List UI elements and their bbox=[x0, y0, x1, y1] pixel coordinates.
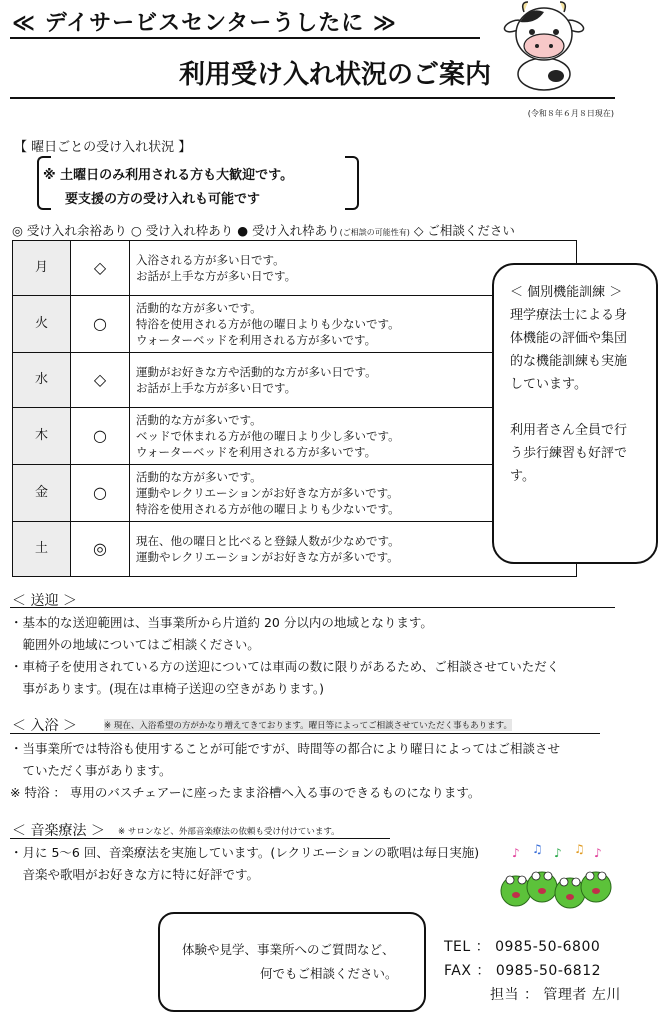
desc-line: ウォーターベッドを利用される方が多いです。 bbox=[136, 445, 377, 459]
desc-line: 活動的な方が多いです。 bbox=[136, 413, 262, 427]
training-line: しています。 bbox=[510, 377, 587, 392]
notice-box bbox=[37, 156, 359, 208]
phone-number: TEL ： 0985-50-6800 bbox=[444, 939, 601, 955]
training-line: う歩行練習も好評で bbox=[510, 446, 628, 461]
inquiry-box bbox=[158, 912, 426, 1012]
desc-line: 運動やレクリエーションがお好きな方が多いです。 bbox=[136, 486, 399, 500]
title-rule bbox=[10, 97, 615, 99]
fax-number: FAX ： 0985-50-6812 bbox=[444, 963, 602, 979]
desc-line: 入浴される方が多い日です。 bbox=[136, 253, 285, 267]
transport-line: 事があります。(現在は車椅子送迎の空きがあります。) bbox=[10, 681, 325, 696]
transport-text bbox=[10, 612, 559, 700]
music-line: 音楽や歌唱がお好きな方に特に好評です。 bbox=[10, 867, 260, 882]
transport-line: ・車椅子を使用されている方の送迎については車両の数に限りがあるため、ご相談させていただく bbox=[10, 659, 560, 674]
availability-symbol: ◇ bbox=[71, 353, 130, 408]
bath-line: ていただく事があります。 bbox=[10, 763, 172, 778]
svg-text:♪: ♪ bbox=[512, 846, 520, 860]
training-line: 理学療法士による身 bbox=[510, 308, 628, 323]
desc-line: お話が上手な方が多い日です。 bbox=[136, 381, 297, 395]
bath-text bbox=[10, 738, 560, 804]
date-note: (令和８年６月８日現在) bbox=[527, 109, 614, 118]
day-cell: 火 bbox=[13, 296, 71, 353]
desc-line: 運動やレクリエーションがお好きな方が多いです。 bbox=[136, 550, 399, 564]
individual-training-box bbox=[492, 263, 658, 564]
desc-line: 活動的な方が多いです。 bbox=[136, 470, 262, 484]
transport-heading: ＜ 送迎 ＞ bbox=[12, 593, 77, 609]
training-line: す。 bbox=[510, 469, 535, 484]
transport-rule bbox=[10, 607, 615, 608]
music-rule bbox=[10, 838, 390, 839]
availability-legend bbox=[12, 221, 515, 239]
music-line: ・月に 5～6 回、音楽療法を実施しています。(レクリエーションの歌唱は毎日実施) bbox=[10, 845, 480, 860]
notice-support: 要支援の方の受け入れも可能です bbox=[65, 192, 261, 207]
training-line: 的な機能訓練も実施 bbox=[510, 354, 628, 369]
bath-note: ※ 現在、入浴希望の方がかなり増えてきております。曜日等によってご相談させていただく事もあります。 bbox=[104, 721, 512, 731]
desc-line: ベッドで休まれる方が他の曜日より少し多いです。 bbox=[136, 429, 400, 443]
header-underline bbox=[10, 37, 480, 39]
inquiry-line-2: 何でもご相談ください。 bbox=[260, 966, 398, 981]
bracket-right bbox=[345, 156, 359, 210]
legend-consult: ◇ ご相談ください bbox=[409, 223, 515, 238]
contact-info bbox=[444, 935, 621, 1007]
training-line: 体機能の評価や集団 bbox=[510, 331, 628, 346]
cow-illustration bbox=[500, 0, 588, 92]
availability-symbol: ○ bbox=[71, 408, 130, 465]
desc-line: お話が上手な方が多い日です。 bbox=[136, 269, 297, 283]
legend-main: ◎ 受け入れ余裕あり ○ 受け入れ枠あり ● 受け入れ枠あり bbox=[12, 223, 340, 238]
availability-symbol: ◇ bbox=[71, 241, 130, 296]
music-text bbox=[10, 842, 479, 886]
contact-person: 担当 ： 管理者 左川 bbox=[490, 987, 621, 1003]
svg-text:♪: ♪ bbox=[594, 846, 602, 860]
singing-frogs-illustration bbox=[490, 843, 622, 915]
desc-line: 活動的な方が多いです。 bbox=[136, 301, 262, 315]
bath-line: ※ 特浴 ： 専用のバスチェアーに座ったまま浴槽へ入る事のできるものになります。 bbox=[10, 785, 481, 800]
availability-symbol: ○ bbox=[71, 296, 130, 353]
facility-name: ≪ デイサービスセンターうしたに ≫ bbox=[12, 11, 397, 36]
desc-line: ウォーターベッドを利用される方が多いです。 bbox=[136, 333, 377, 347]
training-line bbox=[510, 396, 644, 419]
desc-line: 特浴を使用される方が他の曜日よりも少ないです。 bbox=[136, 317, 400, 331]
inquiry-line-1: 体験や見学、事業所へのご質問など、 bbox=[182, 942, 395, 957]
notice-saturday: ※ 土曜日のみ利用される方も大歓迎です。 bbox=[43, 168, 294, 183]
availability-symbol: ◎ bbox=[71, 522, 130, 577]
transport-line: ・基本的な送迎範囲は、当事業所から片道約 20 分以内の地域となります。 bbox=[10, 615, 433, 630]
day-cell: 金 bbox=[13, 465, 71, 522]
music-note: ※ サロンなど、外部音楽療法の依頼も受け付けています。 bbox=[118, 827, 340, 837]
availability-symbol: ○ bbox=[71, 465, 130, 522]
music-heading: ＜ 音楽療法 ＞ bbox=[12, 823, 105, 839]
transport-line: 範囲外の地域についてはご相談ください。 bbox=[10, 637, 260, 652]
bath-line: ・当事業所では特浴も使用することが可能ですが、時間等の都合により曜日によってはご相談させ bbox=[10, 741, 561, 756]
training-heading: ＜ 個別機能訓練 ＞ bbox=[510, 285, 623, 300]
bath-rule bbox=[10, 733, 600, 734]
desc-line: 運動がお好きな方や活動的な方が多い日です。 bbox=[136, 365, 377, 379]
svg-text:♫: ♫ bbox=[532, 843, 543, 856]
svg-text:♫: ♫ bbox=[574, 843, 585, 856]
desc-line: 特浴を使用される方が他の曜日よりも少ないです。 bbox=[136, 502, 400, 516]
day-cell: 水 bbox=[13, 353, 71, 408]
desc-line: 現在、他の曜日と比べると登録人数が少なめです。 bbox=[136, 534, 400, 548]
day-cell: 土 bbox=[13, 522, 71, 577]
day-cell: 月 bbox=[13, 241, 71, 296]
svg-text:♪: ♪ bbox=[554, 846, 562, 860]
day-cell: 木 bbox=[13, 408, 71, 465]
page-title: 利用受け入れ状況のご案内 bbox=[178, 60, 491, 90]
bath-heading: ＜ 入浴 ＞ bbox=[12, 718, 77, 734]
weekday-section-heading: 【 曜日ごとの受け入れ状況 】 bbox=[14, 140, 192, 155]
training-line: 利用者さん全員で行 bbox=[510, 423, 628, 438]
legend-small-note: (ご相談の可能性有) bbox=[339, 228, 410, 237]
